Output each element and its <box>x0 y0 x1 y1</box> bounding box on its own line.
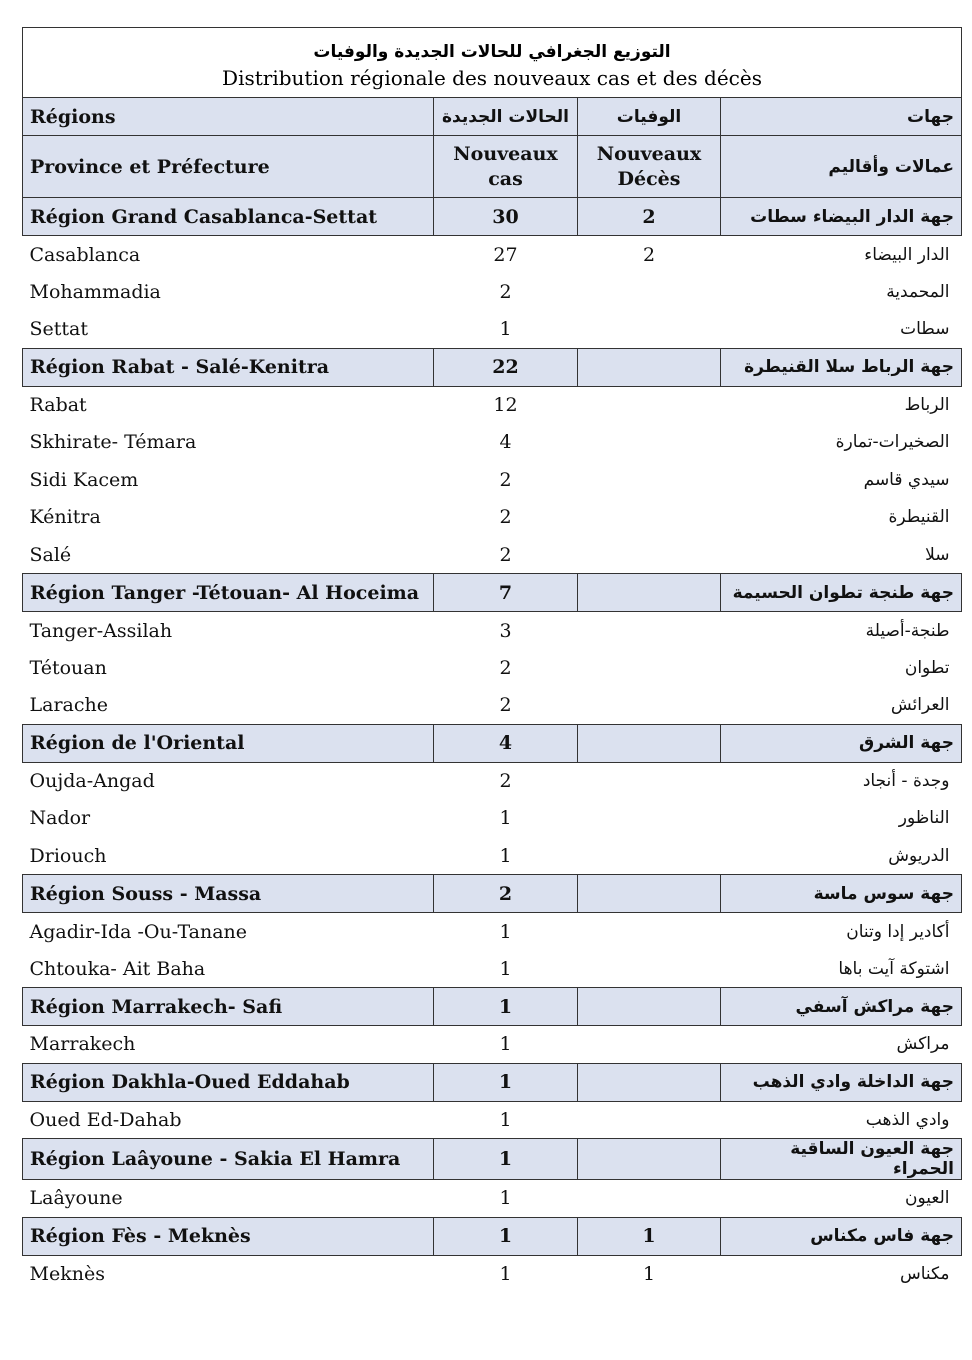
province-row <box>23 837 962 875</box>
province-name-ar: وجدة - أنجاد <box>862 771 950 791</box>
province-name-fr: Tanger-Assilah <box>29 619 173 642</box>
region-name-ar: جهة العيون الساقية الحمراء <box>721 1139 962 1180</box>
title-french: Distribution régionale des nouveaux cas et des décès <box>222 65 762 90</box>
province-name-fr: Agadir-Ida -Ou-Tanane <box>29 920 248 943</box>
region-name-fr: Région Laâyoune - Sakia El Hamra <box>23 1139 434 1180</box>
region-name-fr: Région Dakhla-Oued Eddahab <box>23 1063 434 1101</box>
province-name-ar: مكناس <box>899 1264 950 1284</box>
province-name-ar: أكادير إدا وتنان <box>846 921 950 942</box>
title-cell <box>23 28 962 98</box>
region-row <box>23 875 962 913</box>
province-name-fr: Salé <box>29 543 72 566</box>
province-name-fr: Sidi Kacem <box>29 468 139 491</box>
region-name-ar: جهة الشرق <box>721 724 962 762</box>
province-name-ar: سلا <box>925 544 950 565</box>
region-row <box>23 1139 962 1180</box>
region-deaths: 2 <box>578 198 721 236</box>
region-new-cases: 30 <box>434 198 578 236</box>
region-deaths: 1 <box>578 1217 721 1255</box>
province-deaths <box>578 1101 721 1139</box>
region-deaths <box>578 1063 721 1101</box>
province-new-cases: 1 <box>499 1263 512 1285</box>
province-name-fr: Driouch <box>29 844 107 867</box>
province-name-fr: Skhirate- Témara <box>29 431 197 454</box>
province-name-fr: Chtouka- Ait Baha <box>29 957 206 980</box>
province-new-cases: 2 <box>499 506 512 529</box>
table-body <box>23 28 962 1293</box>
province-name-fr: Casablanca <box>29 243 141 266</box>
province-deaths: 2 <box>642 243 656 266</box>
region-new-cases: 2 <box>434 875 578 913</box>
region-new-cases: 1 <box>434 1139 578 1180</box>
header-row-provinces <box>23 136 962 198</box>
province-name-ar: سطات <box>900 319 950 339</box>
province-name-ar: الناظور <box>898 808 950 829</box>
region-name-fr: Région de l'Oriental <box>23 724 434 762</box>
region-deaths <box>578 348 721 386</box>
header-regions-ar: جهات <box>721 98 962 136</box>
region-row <box>23 348 962 386</box>
title-row <box>23 28 962 98</box>
province-name-ar: سيدي قاسم <box>863 469 950 490</box>
region-new-cases: 4 <box>434 724 578 762</box>
region-row <box>23 1217 962 1255</box>
province-name-ar: تطوان <box>904 657 950 678</box>
province-new-cases: 1 <box>499 807 512 830</box>
region-name-ar: جهة الداخلة وادي الذهب <box>721 1063 962 1101</box>
province-name-ar: الرباط <box>904 395 950 415</box>
province-row <box>23 461 962 499</box>
region-deaths <box>578 875 721 913</box>
province-new-cases: 3 <box>499 619 512 642</box>
province-name-ar: طنجة-أصيلة <box>865 620 950 641</box>
province-row <box>23 1026 962 1064</box>
header-deaths-ar: الوفيات <box>578 98 721 136</box>
province-row <box>23 536 962 574</box>
region-deaths <box>578 574 721 612</box>
province-name-ar: المحمدية <box>886 281 950 302</box>
region-row <box>23 198 962 236</box>
header-regions-fr: Régions <box>23 98 434 136</box>
province-name-ar: وادي الذهب <box>865 1109 950 1130</box>
province-new-cases: 2 <box>499 770 512 792</box>
province-deaths <box>578 424 721 462</box>
province-row <box>23 273 962 311</box>
province-deaths <box>578 649 721 687</box>
region-name-ar: جهة طنجة تطوان الحسيمة <box>721 574 962 612</box>
province-row <box>23 1255 962 1293</box>
province-new-cases: 1 <box>499 1108 512 1131</box>
region-row <box>23 988 962 1026</box>
region-deaths <box>578 724 721 762</box>
province-row <box>23 1180 962 1218</box>
province-new-cases: 1 <box>499 318 512 340</box>
province-new-cases: 2 <box>499 468 512 491</box>
province-deaths <box>578 612 721 650</box>
province-row <box>23 762 962 800</box>
province-deaths <box>578 1180 721 1218</box>
province-row <box>23 1101 962 1139</box>
province-row <box>23 311 962 349</box>
province-row <box>23 649 962 687</box>
region-name-fr: Région Souss - Massa <box>23 875 434 913</box>
province-deaths <box>578 800 721 838</box>
province-name-fr: Larache <box>29 694 108 716</box>
region-name-fr: Région Marrakech- Safi <box>23 988 434 1026</box>
province-name-ar: القنيطرة <box>888 507 950 528</box>
province-new-cases: 1 <box>499 844 512 867</box>
province-new-cases: 2 <box>499 656 512 679</box>
region-name-ar: جهة الرباط سلا القنيطرة <box>721 348 962 386</box>
region-row <box>23 724 962 762</box>
province-name-ar: الدريوش <box>888 845 950 866</box>
distribution-table <box>22 27 962 1293</box>
region-row <box>23 1063 962 1101</box>
header-new-cases-ar: الحالات الجديدة <box>434 98 578 136</box>
region-name-fr: Région Fès - Meknès <box>23 1217 434 1255</box>
region-new-cases: 1 <box>434 1063 578 1101</box>
region-name-ar: جهة الدار البيضاء سطات <box>721 198 962 236</box>
province-deaths <box>578 837 721 875</box>
province-new-cases: 12 <box>493 394 518 416</box>
header-provinces-ar: عمالات وأقاليم <box>721 136 962 198</box>
province-deaths <box>578 499 721 537</box>
province-row <box>23 386 962 424</box>
province-new-cases: 1 <box>499 1187 512 1210</box>
header-row-regions <box>23 98 962 136</box>
region-new-cases: 7 <box>434 574 578 612</box>
province-name-fr: Settat <box>29 318 88 340</box>
province-deaths <box>578 273 721 311</box>
province-deaths: 1 <box>642 1263 656 1285</box>
distribution-table-sheet <box>22 27 961 1293</box>
province-deaths <box>578 311 721 349</box>
header-deaths-fr: Nouveaux Décès <box>578 136 721 198</box>
province-name-fr: Kénitra <box>29 506 101 529</box>
province-deaths <box>578 687 721 725</box>
region-row <box>23 574 962 612</box>
province-deaths <box>578 461 721 499</box>
province-row <box>23 913 962 951</box>
province-name-fr: Oujda-Angad <box>29 770 155 792</box>
province-deaths <box>578 1026 721 1064</box>
region-deaths <box>578 1139 721 1180</box>
province-new-cases: 1 <box>499 957 512 980</box>
province-row <box>23 612 962 650</box>
region-name-fr: Région Grand Casablanca-Settat <box>23 198 434 236</box>
region-name-ar: جهة فاس مكناس <box>721 1217 962 1255</box>
province-name-fr: Laâyoune <box>29 1187 123 1210</box>
province-new-cases: 27 <box>493 243 518 266</box>
region-new-cases: 22 <box>434 348 578 386</box>
province-name-ar: العرائش <box>890 695 950 715</box>
header-new-cases-fr: Nouveaux cas <box>434 136 578 198</box>
province-name-fr: Mohammadia <box>29 280 161 303</box>
province-row <box>23 950 962 988</box>
title-arabic: التوزيع الجغرافي للحالات الجديدة والوفيات <box>313 41 671 62</box>
region-deaths <box>578 988 721 1026</box>
province-name-ar: مراكش <box>896 1034 950 1055</box>
region-name-fr: Région Tanger -Tétouan- Al Hoceima <box>23 574 434 612</box>
region-new-cases: 1 <box>434 1217 578 1255</box>
province-name-ar: الصخيرات-تمارة <box>835 432 950 453</box>
province-name-fr: Meknès <box>29 1263 105 1285</box>
region-name-fr: Région Rabat - Salé-Kenitra <box>23 348 434 386</box>
province-deaths <box>578 950 721 988</box>
province-row <box>23 800 962 838</box>
province-new-cases: 2 <box>499 543 512 566</box>
province-deaths <box>578 913 721 951</box>
header-provinces-fr: Province et Préfecture <box>23 136 434 198</box>
province-deaths <box>578 386 721 424</box>
province-row <box>23 687 962 725</box>
province-name-fr: Tétouan <box>29 656 107 679</box>
province-row <box>23 424 962 462</box>
province-row <box>23 236 962 274</box>
region-new-cases: 1 <box>434 988 578 1026</box>
province-new-cases: 2 <box>499 694 512 716</box>
province-name-ar: اشتوكة آيت باها <box>838 958 950 979</box>
province-new-cases: 4 <box>499 431 512 454</box>
province-deaths <box>578 536 721 574</box>
province-new-cases: 1 <box>499 920 512 943</box>
province-name-ar: العيون <box>904 1188 950 1209</box>
province-name-ar: الدار البيضاء <box>864 244 950 265</box>
province-name-fr: Nador <box>29 807 91 830</box>
province-name-fr: Rabat <box>29 394 87 416</box>
province-row <box>23 499 962 537</box>
province-new-cases: 1 <box>499 1033 512 1056</box>
province-deaths <box>578 762 721 800</box>
province-new-cases: 2 <box>499 280 512 303</box>
province-name-fr: Oued Ed-Dahab <box>29 1108 182 1131</box>
province-name-fr: Marrakech <box>29 1033 136 1056</box>
region-name-ar: جهة سوس ماسة <box>721 875 962 913</box>
region-name-ar: جهة مراكش آسفي <box>721 988 962 1026</box>
